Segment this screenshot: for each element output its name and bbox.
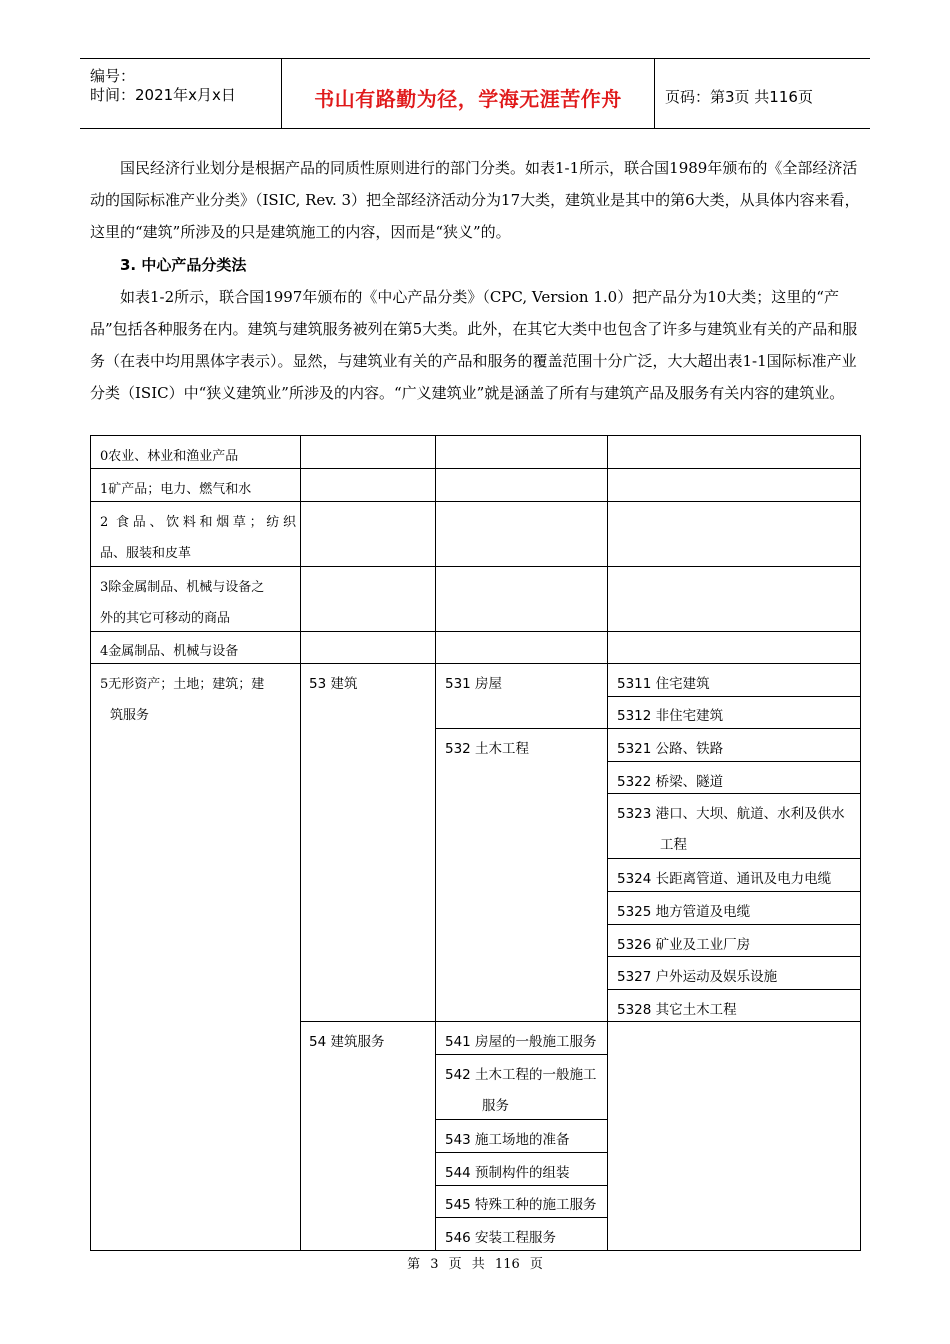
class-543: 543 施工场地的准备 <box>445 1132 570 1148</box>
header-motto: 书山有路勤为径，学海无涯苦作舟 <box>314 87 622 111</box>
category-3 <box>100 572 296 634</box>
header-right-cell <box>655 59 870 128</box>
subclass-5323-line1: 5323 港口、大坝、航道、水利及供水 <box>617 806 845 822</box>
group-54: 54 建筑服务 <box>309 1034 385 1050</box>
category-2-line2: 品、服装和皮革 <box>100 546 192 561</box>
category-5-line2: 筑服务 <box>110 708 150 723</box>
paragraph-industry-classification: 国民经济行业划分是根据产品的同质性原则进行的部门分类。如表1-1所示，联合国1989年颁布的《全部经济活动的国际标准产业分类》（ISIC, Rev. 3）把全部经济活动分为17大类，建筑业是其中的第6大类，从具体内容来看，这里的“建筑”所涉及的只是建筑施工的内容，因而是“狭义”的。 <box>90 159 860 241</box>
class-532: 532 土木工程 <box>445 741 530 757</box>
section-heading: 3. 中心产品分类法 <box>120 256 247 274</box>
class-542-line2: 服务 <box>482 1098 509 1114</box>
page-footer: 第 3 页 共 116 页 <box>407 1257 543 1272</box>
category-1: 1矿产品；电力、燃气和水 <box>100 482 252 497</box>
cpc-classification-table <box>90 435 861 1251</box>
header-center-cell <box>282 59 655 128</box>
subclass-5311: 5311 住宅建筑 <box>617 676 710 692</box>
group-53: 53 建筑 <box>309 676 358 692</box>
document-number-label: 编号： <box>90 67 136 85</box>
subclass-5312: 5312 非住宅建筑 <box>617 708 724 724</box>
category-5-line1: 5无形资产；土地；建筑；建 <box>100 677 265 692</box>
class-542-line1: 542 土木工程的一般施工 <box>445 1067 597 1083</box>
class-545: 545 特殊工种的施工服务 <box>445 1197 597 1213</box>
subclass-5323 <box>617 799 857 861</box>
class-542 <box>445 1060 610 1122</box>
category-3-line1: 3除金属制品、机械与设备之 <box>100 580 265 595</box>
subclass-5324: 5324 长距离管道、通讯及电力电缆 <box>617 871 832 887</box>
category-4: 4金属制品、机械与设备 <box>100 644 239 659</box>
document-date: 时间：2021年x月x日 <box>90 86 236 104</box>
category-3-line2: 外的其它可移动的商品 <box>100 611 231 626</box>
header-page-info: 页码：第3页 共116页 <box>665 88 813 106</box>
paragraph-cpc: 如表1-2所示，联合国1997年颁布的《中心产品分类》（CPC, Version 1.0）把产品分为10大类；这里的“产品”包括各种服务在内。建筑与建筑服务被列在第5大类。此外，在其它大类中也包含了许多与建筑业有关的产品和服务（在表中均用黑体字表示）。显然，与建筑业有关的产品和服务的覆盖范围十分广泛，大大超出表1-1国际标准产业分类（ISIC）中“狭义建筑业”所涉及的内容。“广义建筑业”就是涵盖了所有与建筑产品及服务有关内容的建筑业。 <box>90 288 858 402</box>
category-2 <box>100 507 296 569</box>
category-5 <box>100 669 296 731</box>
class-546: 546 安装工程服务 <box>445 1230 557 1246</box>
category-2-line1: 2 食品、饮料和烟草；纺织 <box>100 515 296 530</box>
subclass-5321: 5321 公路、铁路 <box>617 741 724 757</box>
subclass-5327: 5327 户外运动及娱乐设施 <box>617 969 778 985</box>
subclass-5323-line2: 工程 <box>660 837 687 853</box>
subclass-5326: 5326 矿业及工业厂房 <box>617 937 751 953</box>
class-531: 531 房屋 <box>445 676 503 692</box>
subclass-5322: 5322 桥梁、隧道 <box>617 774 724 790</box>
class-541: 541 房屋的一般施工服务 <box>445 1034 597 1050</box>
subclass-5328: 5328 其它土木工程 <box>617 1002 737 1018</box>
header-left-cell <box>80 59 282 128</box>
page-header <box>80 58 870 129</box>
category-0: 0农业、林业和渔业产品 <box>100 449 239 464</box>
class-544: 544 预制构件的组装 <box>445 1165 570 1181</box>
subclass-5325: 5325 地方管道及电缆 <box>617 904 751 920</box>
